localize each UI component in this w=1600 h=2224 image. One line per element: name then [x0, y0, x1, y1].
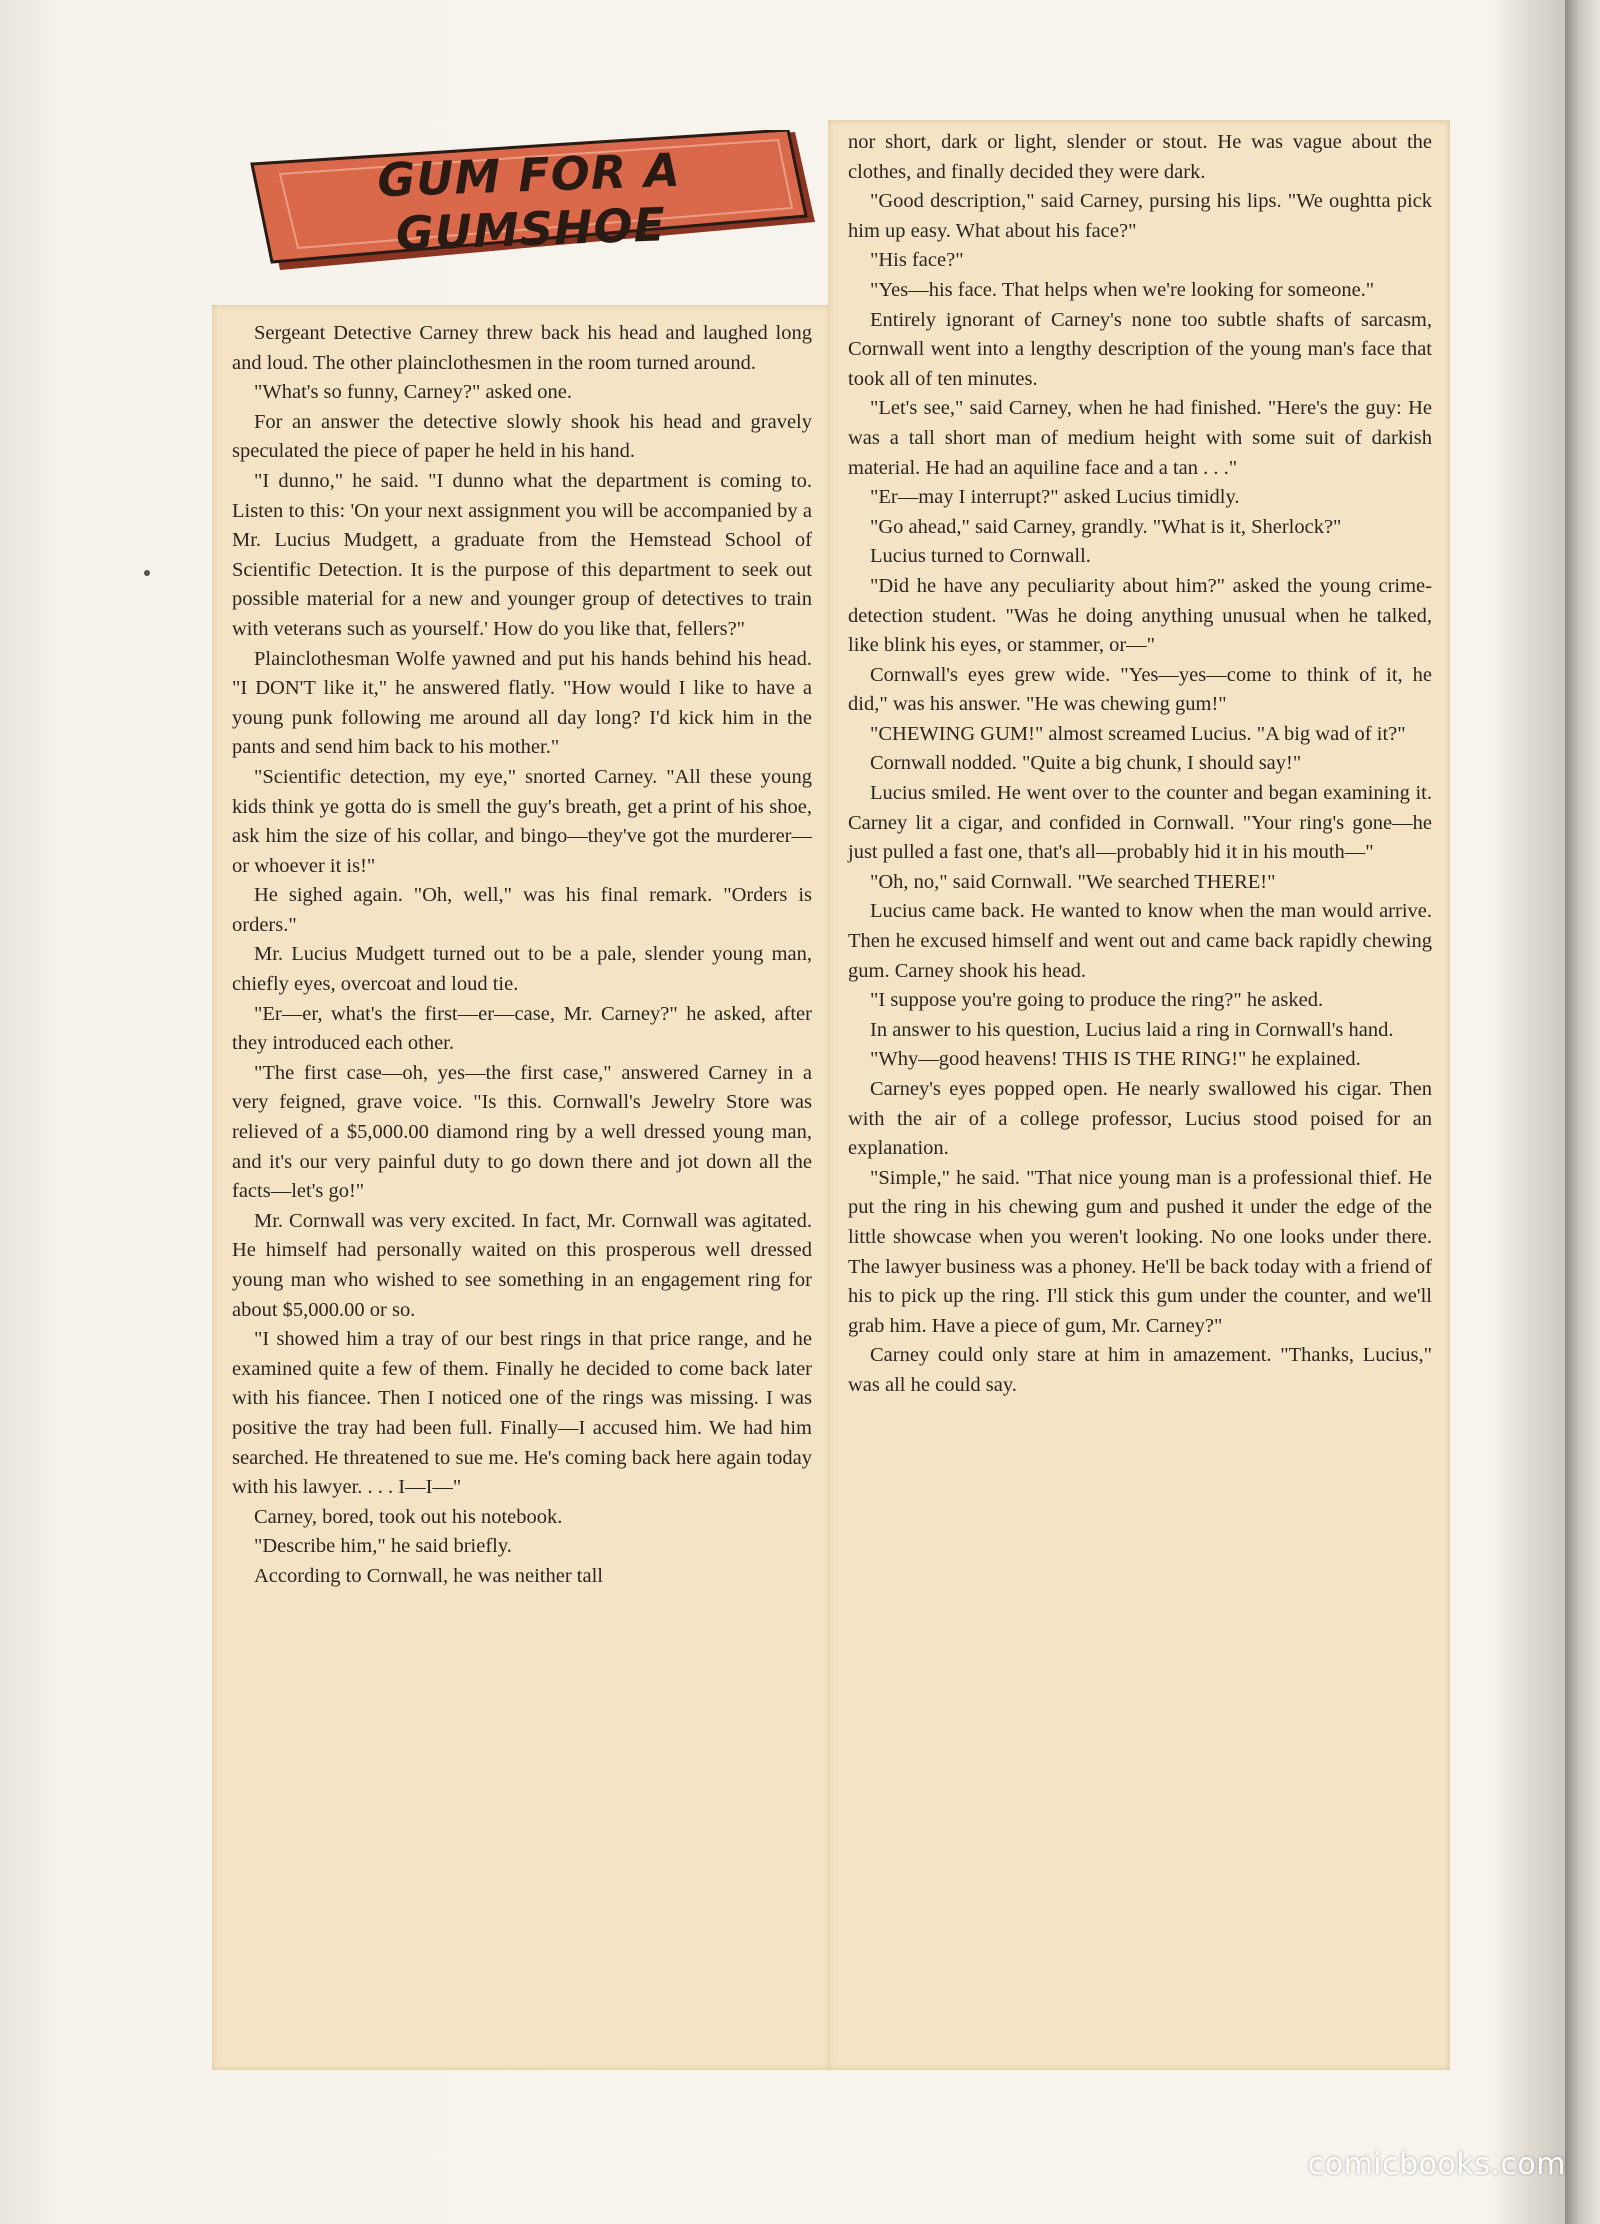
story-paragraph: "CHEWING GUM!" almost screamed Lucius. "A big wad of it?" — [870, 722, 1406, 745]
title-line-1: GUM FOR A — [376, 142, 682, 208]
story-paragraph: "What's so funny, Carney?" asked one. — [254, 381, 572, 404]
story-paragraph: "Why—good heavens! THIS IS THE RING!" he explained. — [870, 1048, 1361, 1071]
story-paragraph: In answer to his question, Lucius laid a ring in Cornwall's hand. — [870, 1018, 1394, 1041]
story-paragraph: Sergeant Detective Carney threw back his head and laughed long and loud. The other plainclothesmen in the room turned around. — [232, 322, 812, 374]
story-paragraph: "Er—may I interrupt?" asked Lucius timidly. — [870, 486, 1240, 509]
story-paragraph: Lucius came back. He wanted to know when the man would arrive. Then he excused himself and went out and came back rapidly chewing gum. Carney shook his head. — [848, 900, 1432, 982]
story-paragraph: Mr. Lucius Mudgett turned out to be a pale, slender young man, chiefly eyes, overcoat and loud tie. — [232, 943, 812, 996]
story-paragraph: According to Cornwall, he was neither tall — [254, 1564, 603, 1587]
story-paragraph: nor short, dark or light, slender or stout. He was vague about the clothes, and finally decided they were dark. — [848, 131, 1432, 183]
story-paragraph: "I suppose you're going to produce the ring?" he asked. — [870, 989, 1324, 1012]
story-paragraph: "I dunno," he said. "I dunno what the department is coming to. Listen to this: 'On your next assignment you will be accompanied by a Mr. Lucius Mudgett, a graduate from the Hemstead School of Scientific Detection. It is the purpose of this department to seek out possible material for a new and younger group of detectives to train with veterans such as yourself.' How do you like that, fellers?" — [232, 469, 812, 640]
story-paragraph: Entirely ignorant of Carney's none too subtle shafts of sarcasm, Cornwall went into a lengthy description of the young man's face that took all of ten minutes. — [848, 308, 1432, 390]
story-paragraph: Cornwall nodded. "Quite a big chunk, I should say!" — [870, 752, 1302, 775]
story-paragraph: "Er—er, what's the first—er—case, Mr. Carney?" he asked, after they introduced each other. — [232, 1002, 812, 1055]
story-paragraph: Lucius smiled. He went over to the counter and began examining it. Carney lit a cigar, and confided in Cornwall. "Your ring's gone—he just pulled a fast one, that's all—probably hid it in his mouth—" — [848, 782, 1432, 864]
story-column-right — [828, 120, 1450, 2070]
story-column-left — [212, 305, 830, 2070]
site-watermark: comicbooks.com — [1307, 2147, 1566, 2182]
story-paragraph: Carney could only stare at him in amazement. "Thanks, Lucius," was all he could say. — [848, 1344, 1432, 1396]
story-paragraph: "Describe him," he said briefly. — [254, 1535, 512, 1558]
story-paragraph: Carney's eyes popped open. He nearly swallowed his cigar. Then with the air of a college professor, Lucius stood poised for an explanation. — [848, 1078, 1432, 1160]
story-paragraph: "Go ahead," said Carney, grandly. "What is it, Sherlock?" — [870, 515, 1342, 538]
story-paragraph: "Let's see," said Carney, when he had finished. "Here's the guy: He was a tall short man of medium height with some suit of darkish material. He had an aquiline face and a tan . . ." — [848, 397, 1432, 479]
story-paragraph: "Did he have any peculiarity about him?" asked the young crime-detection student. "Was he doing anything unusual when he talked, like blink his eyes, or stammer, or—" — [848, 574, 1432, 657]
story-paragraph: "Good description," said Carney, pursing his lips. "We oughtta pick him up easy. What about his face?" — [848, 190, 1432, 242]
story-paragraph: "The first case—oh, yes—the first case," answered Carney in a very feigned, grave voice. "Is this. Cornwall's Jewelry Store was relieved of a $5,000.00 diamond ring by a well dressed young man, and it's our very painful duty to go down there and jot down all the facts—let's go!" — [232, 1061, 812, 1203]
page-fold-edge — [1565, 0, 1600, 2224]
story-paragraph: "Simple," he said. "That nice young man is a professional thief. He put the ring in his chewing gum and pushed it under the edge of the little showcase when you weren't looking. No one looks under there. The lawyer business was a phoney. He'll be back today with a friend of his to pick up the ring. I'll stick this gum under the counter, and we'll grab him. Have a piece of gum, Mr. Carney?" — [848, 1166, 1432, 1337]
story-paragraph: "Yes—his face. That helps when we're looking for someone." — [870, 278, 1375, 301]
story-paragraph: He sighed again. "Oh, well," was his final remark. "Orders is orders." — [232, 884, 812, 936]
story-paragraph: "His face?" — [870, 249, 964, 272]
title-line-2: GUMSHOE — [395, 197, 667, 261]
print-speck — [144, 570, 150, 576]
story-paragraph: Plainclothesman Wolfe yawned and put his hands behind his head. "I DON'T like it," he answered flatly. "How would I like to have a young punk following me around all day long? I'd kick him in the pants and send him back to his mother." — [232, 647, 812, 759]
story-paragraph: Carney, bored, took out his notebook. — [254, 1505, 563, 1528]
story-paragraph: "I showed him a tray of our best rings in that price range, and he examined quite a few of them. Finally he decided to come back later with his fiancee. Then I noticed one of the rings was missing. I was positive the tray had been full. Finally—I accused him. We had him searched. He threatened to sue me. He's coming back here again today with his lawyer. . . . I—I—" — [232, 1328, 812, 1499]
story-paragraph: Cornwall's eyes grew wide. "Yes—yes—come to think of it, he did," was his answer. "He was chewing gum!" — [848, 663, 1432, 716]
story-paragraph: For an answer the detective slowly shook his head and gravely speculated the piece of paper he held in his hand. — [232, 410, 812, 463]
story-paragraph: "Scientific detection, my eye," snorted Carney. "All these young kids think ye gotta do is smell the guy's breath, get a print of his shoe, ask him the size of his collar, and bingo—they've got the murderer—or whoever it is!" — [232, 765, 812, 877]
title-banner — [240, 130, 820, 280]
story-paragraph: Mr. Cornwall was very excited. In fact, Mr. Cornwall was agitated. He himself had personally waited on this prosperous well dressed young man who wished to see something in an engagement ring for about $5,000.00 or so. — [232, 1209, 812, 1321]
story-title — [298, 140, 761, 264]
story-paragraph: Lucius turned to Cornwall. — [870, 545, 1091, 568]
story-paragraph: "Oh, no," said Cornwall. "We searched THERE!" — [870, 870, 1276, 893]
